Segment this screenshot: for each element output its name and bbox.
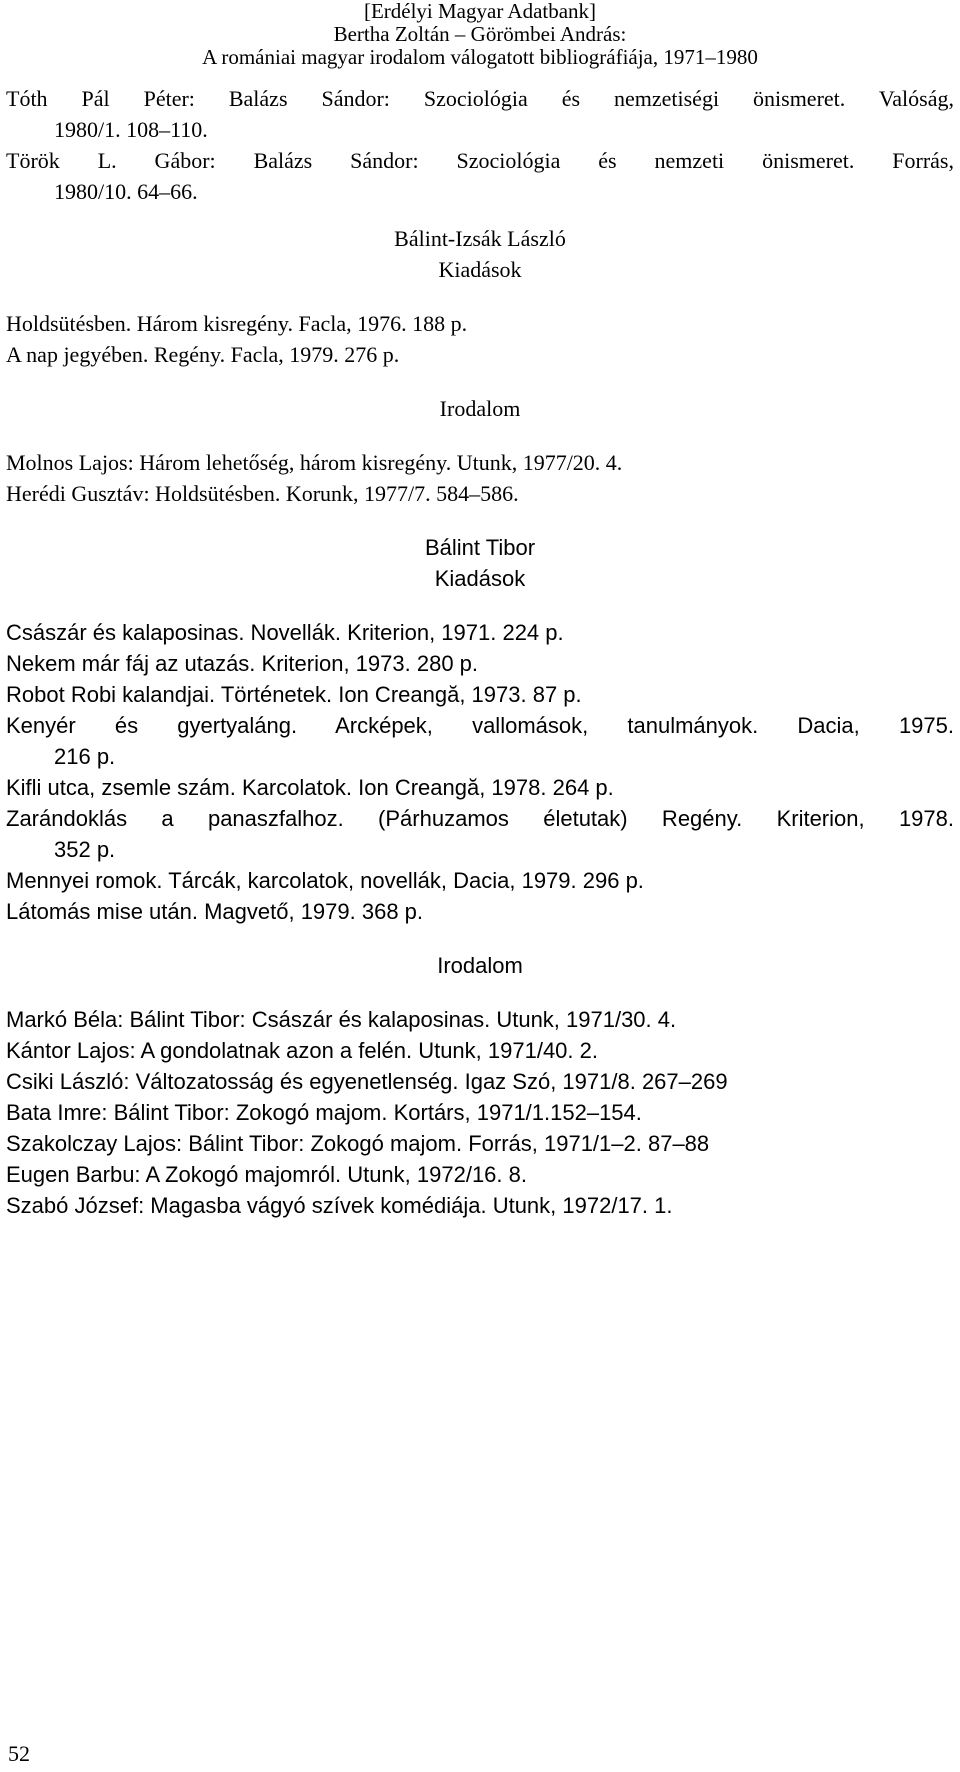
bib-entry-continuation: 1980/1. 108–110. [54,117,208,142]
section-heading-kiadasok: Kiadások [438,257,522,282]
edition-entry: Kifli utca, zsemle szám. Karcolatok. Ion Creangă, 1978. 264 p. [6,775,614,800]
edition-entry: Mennyei romok. Tárcák, karcolatok, novellák, Dacia, 1979. 296 p. [6,868,644,893]
edition-entry: Császár és kalaposinas. Novellák. Kriterion, 1971. 224 p. [6,620,564,645]
literature-entry: Csiki László: Változatosság és egyenetlenség. Igaz Szó, 1971/8. 267–269 [6,1069,728,1094]
literature-entry: Herédi Gusztáv: Holdsütésben. Korunk, 1977/7. 584–586. [6,481,519,506]
header-title: A romániai magyar irodalom válogatott bibliográfiája, 1971–1980 [202,45,758,69]
edition-entry: A nap jegyében. Regény. Facla, 1979. 276 p. [6,342,400,367]
edition-entry: Zarándoklás a panaszfalhoz. (Párhuzamos életutak) Regény. Kriterion, 1978. [6,806,954,831]
author-heading: Bálint-Izsák László [394,226,566,251]
literature-entry: Bata Imre: Bálint Tibor: Zokogó majom. Kortárs, 1971/1.152–154. [6,1100,642,1125]
bib-entry-continuation: 1980/10. 64–66. [54,179,198,204]
edition-entry-continuation: 352 p. [54,837,116,862]
edition-entry: Kenyér és gyertyaláng. Arcképek, vallomások, tanulmányok. Dacia, 1975. [6,713,954,738]
author-heading: Bálint Tibor [424,535,536,560]
page-number: 52 [8,1741,30,1766]
literature-entry: Markó Béla: Bálint Tibor: Császár és kalaposinas. Utunk, 1971/30. 4. [6,1007,677,1032]
edition-entry: Látomás mise után. Magvető, 1979. 368 p. [6,899,424,924]
header-authors: Bertha Zoltán – Görömbei András: [333,22,627,46]
section-heading-irodalom: Irodalom [437,953,523,978]
edition-entry: Robot Robi kalandjai. Történetek. Ion Creangă, 1973. 87 p. [6,682,582,707]
section-heading-irodalom: Irodalom [439,396,521,421]
edition-entry-continuation: 216 p. [54,744,116,769]
literature-entry: Eugen Barbu: A Zokogó majomról. Utunk, 1972/16. 8. [6,1162,527,1187]
bib-entry-line: Tóth Pál Péter: Balázs Sándor: Szociológia és nemzetiségi önismeret. Valóság, [6,86,954,111]
literature-entry: Szabó József: Magasba vágyó szívek komédiája. Utunk, 1972/17. 1. [6,1193,673,1218]
literature-entry: Kántor Lajos: A gondolatnak azon a felén. Utunk, 1971/40. 2. [6,1038,598,1063]
edition-entry: Nekem már fáj az utazás. Kriterion, 1973. 280 p. [6,651,479,676]
literature-entry: Molnos Lajos: Három lehetőség, három kisregény. Utunk, 1977/20. 4. [6,450,623,475]
literature-entry: Szakolczay Lajos: Bálint Tibor: Zokogó majom. Forrás, 1971/1–2. 87–88 [6,1131,710,1156]
header-source: [Erdélyi Magyar Adatbank] [363,0,597,23]
bib-entry-line: Török L. Gábor: Balázs Sándor: Szociológia és nemzeti önismeret. Forrás, [6,148,954,173]
section-heading-kiadasok: Kiadások [434,566,526,591]
edition-entry: Holdsütésben. Három kisregény. Facla, 1976. 188 p. [6,311,468,336]
